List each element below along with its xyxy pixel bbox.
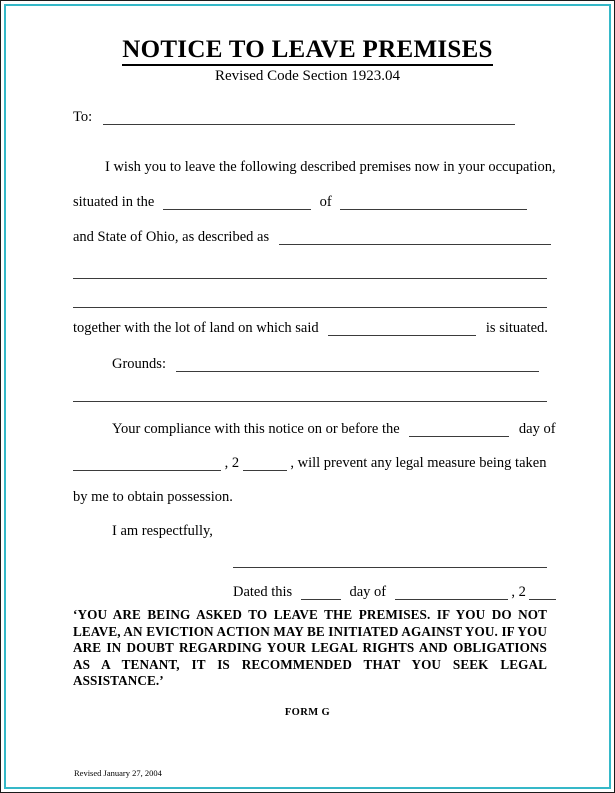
compliance-row-2: [73, 456, 546, 471]
situated-of-label: of: [319, 194, 332, 210]
description-rule-3[interactable]: [73, 307, 547, 308]
document-sheet: [7, 7, 608, 786]
compliance-year-prefix-label: , 2: [224, 455, 240, 471]
compliance-row-1: [112, 422, 556, 437]
to-row: [73, 110, 515, 125]
intro-paragraph: I wish you to leave the following described premises now in your occupation,: [105, 159, 556, 175]
to-label: To:: [73, 109, 93, 125]
signature-rule[interactable]: [233, 567, 547, 568]
lot-of-land-rule[interactable]: [328, 324, 476, 336]
to-field-rule[interactable]: [103, 113, 515, 125]
legal-warning-text: ‘YOU ARE BEING ASKED TO LEAVE THE PREMISES. IF YOU DO NOT LEAVE, AN EVICTION ACTION MAY BE INITIATED AGAINST YOU. IF YOU ARE IN DOUBT REGARDING YOUR LEGAL RIGHTS AND OBLIGATIONS AS A TENANT, IT IS RECOMMENDED THAT YOU SEEK LEGAL ASSISTANCE.’: [73, 607, 547, 689]
dated-day-rule[interactable]: [301, 588, 341, 600]
situated-prefix-label: situated in the: [73, 194, 155, 210]
together-with-row: [73, 321, 548, 336]
dated-prefix-label: Dated this: [233, 584, 293, 600]
compliance-day-of-label: day of: [518, 421, 556, 437]
dated-row: [233, 585, 556, 600]
description-rule-2[interactable]: [73, 278, 547, 279]
respectfully-label: I am respectfully,: [112, 523, 213, 539]
situated-county-rule[interactable]: [340, 198, 527, 210]
page-title: [7, 37, 608, 62]
dated-day-of-label: day of: [349, 584, 387, 600]
grounds-label: Grounds:: [112, 356, 166, 372]
together-prefix-label: together with the lot of land on which said: [73, 320, 319, 336]
state-description-row: [73, 230, 551, 245]
grounds-row: [112, 357, 539, 372]
dated-month-rule[interactable]: [395, 588, 508, 600]
page-title-text: NOTICE TO LEAVE PREMISES: [122, 36, 493, 66]
together-suffix-label: is situated.: [485, 320, 548, 336]
compliance-day-rule[interactable]: [409, 425, 509, 437]
grounds-rule-2[interactable]: [73, 401, 547, 402]
footer-revision-note: Revised January 27, 2004: [74, 768, 162, 778]
dated-year-rule[interactable]: [529, 588, 556, 600]
page-subtitle: Revised Code Section 1923.04: [215, 68, 400, 84]
form-designation: FORM G: [284, 707, 331, 718]
situated-row: [73, 195, 527, 210]
compliance-row-3: by me to obtain possession.: [73, 489, 233, 505]
grounds-rule-1[interactable]: [176, 360, 539, 372]
state-line-label: and State of Ohio, as described as: [73, 229, 270, 245]
compliance-prefix-label: Your compliance with this notice on or before the: [112, 421, 400, 437]
compliance-suffix-label: , will prevent any legal measure being taken: [290, 455, 547, 471]
description-rule-1[interactable]: [279, 233, 551, 245]
compliance-month-rule[interactable]: [73, 459, 221, 471]
dated-year-prefix-label: , 2: [511, 584, 526, 600]
compliance-year-rule[interactable]: [243, 459, 287, 471]
situated-municipality-rule[interactable]: [163, 198, 311, 210]
